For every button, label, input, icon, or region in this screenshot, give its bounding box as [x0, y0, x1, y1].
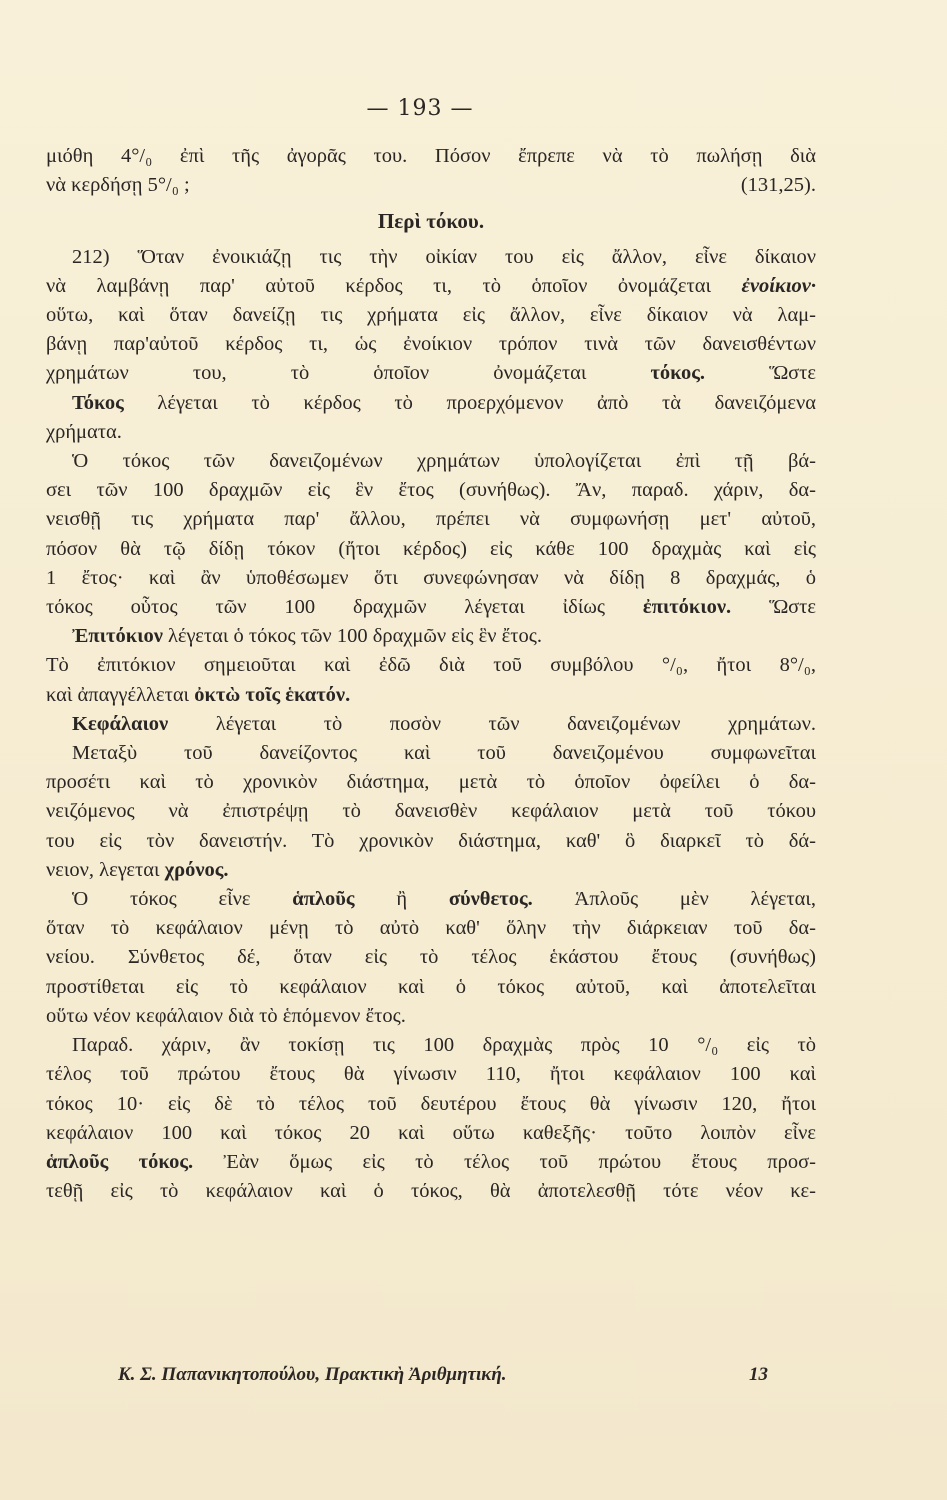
text-line: Τὸ ἐπιτόκιον σημειοῦται καὶ ἐδῶ διὰ τοῦ συμβόλου °/₀, ἤτοι 8°/₀,	[46, 654, 816, 677]
term-aplous-tokos: ἁπλοῦς τόκος.	[46, 1150, 194, 1173]
text-span: λέγεται τὸ κέρδος τὸ προερχόμενον ἀπὸ τὰ δανειζόμενα	[157, 391, 817, 414]
text-line: Μεταξὺ τοῦ δανείζοντος καὶ τοῦ δανειζομένου συμφωνεῖται	[72, 742, 816, 765]
text-line: νεισθῇ τις χρήματα παρ' ἄλλου, πρέπει νὰ συμφωνήσῃ μετ' αὐτοῦ,	[46, 508, 816, 531]
text-line	[46, 389, 816, 418]
text-line: τόκος 10· εἰς δὲ τὸ τέλος τοῦ δευτέρου ἔτους θὰ γίνωσιν 120, ἤτοι	[46, 1092, 816, 1115]
text-line: μιόθη 4°/₀ ἐπὶ τῆς ἀγορᾶς του. Πόσον ἔπρεπε νὰ τὸ πωλήσῃ διὰ	[46, 145, 816, 167]
text-line	[46, 1148, 816, 1177]
page-footer	[118, 1364, 768, 1386]
text-line: 1 ἔτος· καὶ ἂν ὑποθέσωμεν ὅτι συνεφώνησαν νὰ δίδῃ 8 δραχμάς, ὁ	[46, 566, 816, 589]
text-line: χρήματα.	[46, 420, 122, 443]
text-span: χρημάτων του, τὸ ὁποῖον ὀνομάζεται	[46, 362, 587, 385]
term-okto-tois-ekaton: ὀκτὼ τοῖς ἑκατόν.	[194, 683, 351, 706]
text-span: Ἐὰν ὅμως εἰς τὸ τέλος τοῦ πρώτου ἔτους προσ-	[223, 1150, 816, 1173]
term-epitokion: ἐπιτόκιον.	[642, 596, 732, 619]
text-line	[46, 272, 816, 301]
text-span: νὰ λαμβάνῃ παρ' αὐτοῦ κέρδος τι, τὸ ὁποῖον ὀνομάζεται	[46, 274, 712, 297]
term-tokos: τόκος.	[650, 362, 705, 385]
text-line: του εἰς τὸν δανειστήν. Τὸ χρονικὸν διάστημα, καθ' ὃ διαρκεῖ τὸ δά-	[46, 829, 816, 852]
footer-author-title: Κ. Σ. Παπανικητοπούλου, Πρακτικὴ Ἀριθμητική.	[118, 1364, 507, 1385]
section-heading: Περὶ τόκου.	[377, 209, 485, 234]
term-synthetos: σύνθετος.	[448, 888, 533, 911]
text-line: βάνῃ παρ'αὐτοῦ κέρδος τι, ὡς ἐνοίκιον τρόπον τινὰ τῶν δανεισθέντων	[46, 333, 816, 356]
term-aplous: ἁπλοῦς	[292, 888, 355, 911]
text-line: προσέτι καὶ τὸ χρονικὸν διάστημα, μετὰ τὸ ὁποῖον ὀφείλει ὁ δα-	[46, 771, 816, 794]
term-tokos-def: Τόκος	[72, 391, 124, 414]
text-line	[46, 171, 816, 200]
text-line: οὕτω, καὶ ὅταν δανείζῃ τις χρήματα εἰς ἄλλον, εἶνε δίκαιον νὰ λαμ-	[46, 304, 816, 327]
text-span: Ὁ τόκος εἶνε	[72, 888, 251, 911]
text-line: τεθῇ εἰς τὸ κεφάλαιον καὶ ὁ τόκος, θὰ ἀποτελεσθῇ τότε νέον κε-	[46, 1180, 816, 1203]
page-body	[46, 142, 816, 1206]
footer-signature: 13	[749, 1364, 768, 1385]
exercise-answer: (131,25).	[740, 174, 816, 197]
term-kefalaion: Κεφάλαιον	[72, 712, 169, 735]
term-epitokion-def: Ἐπιτόκιον	[72, 625, 163, 648]
text-line: Ὁ τόκος τῶν δανειζομένων χρημάτων ὑπολογίζεται ἐπὶ τῇ βά-	[72, 450, 816, 473]
text-line: προστίθεται εἰς τὸ κεφάλαιον καὶ ὁ τόκος αὐτοῦ, καὶ ἀποτελεῖται	[46, 975, 816, 998]
text-line: νείου. Σύνθετος δέ, ὅταν εἰς τὸ τέλος ἑκάστου ἔτους (συνήθως)	[46, 946, 816, 969]
text-span: Ὥστε	[769, 362, 817, 385]
text-line: 212) Ὅταν ἐνοικιάζῃ τις τὴν οἰκίαν του εἰς ἄλλον, εἶνε δίκαιον	[72, 245, 816, 268]
text-line: Παραδ. χάριν, ἂν τοκίσῃ τις 100 δραχμὰς πρὸς 10 °/₀ εἰς τὸ	[72, 1034, 816, 1057]
text-span: τόκος οὗτος τῶν 100 δραχμῶν λέγεται ἰδίως	[46, 596, 605, 619]
text-line: κεφάλαιον 100 καὶ τόκος 20 καὶ οὕτω καθεξῆς· τοῦτο λοιπὸν εἶνε	[46, 1121, 816, 1144]
text-span: ἢ	[396, 888, 408, 911]
text-line: νειζόμενος νὰ ἐπιστρέψῃ τὸ δανεισθὲν κεφάλαιον μετὰ τοῦ τόκου	[46, 800, 816, 823]
text-line	[46, 359, 816, 388]
text-span: λέγεται τὸ ποσὸν τῶν δανειζομένων χρημάτων.	[215, 712, 816, 735]
text-line: ὅταν τὸ κεφάλαιον μένῃ τὸ αὐτὸ καθ' ὅλην τὴν διάρκειαν τοῦ δα-	[46, 917, 816, 940]
term-chronos: χρόνος.	[164, 858, 229, 881]
text-line	[46, 885, 816, 914]
term-enoikion: ἐνοίκιον·	[741, 274, 817, 297]
text-line	[46, 856, 816, 885]
text-line	[46, 622, 816, 651]
page-number: — 193 —	[366, 96, 474, 121]
text-span: Ὥστε	[769, 596, 817, 619]
text-line	[46, 681, 816, 710]
text-span: καὶ ἀπαγγέλλεται	[46, 683, 190, 706]
text-line	[46, 593, 816, 622]
text-line: σει τῶν 100 δραχμῶν εἰς ἓν ἔτος (συνήθως). Ἄν, παραδ. χάριν, δα-	[46, 479, 816, 502]
text-line	[46, 710, 816, 739]
text-span: νειον, λεγεται	[46, 858, 160, 881]
text-line: τέλος τοῦ πρώτου ἔτους θὰ γίνωσιν 110, ἤτοι κεφάλαιον 100 καὶ	[46, 1063, 816, 1086]
text-line: πόσον θὰ τῷ δίδῃ τόκον (ἤτοι κέρδος) εἰς κάθε 100 δραχμὰς καὶ εἰς	[46, 537, 816, 560]
text-line: οὕτω νέον κεφάλαιον διὰ τὸ ἑπόμενον ἔτος.	[46, 1004, 406, 1027]
text-span: Ἁπλοῦς μὲν λέγεται,	[574, 888, 817, 911]
text-span: λέγεται ὁ τόκος τῶν 100 δραχμῶν εἰς ἓν ἔτος.	[167, 625, 543, 648]
exercise-question: νὰ κερδήσῃ 5°/₀ ;	[46, 174, 190, 197]
